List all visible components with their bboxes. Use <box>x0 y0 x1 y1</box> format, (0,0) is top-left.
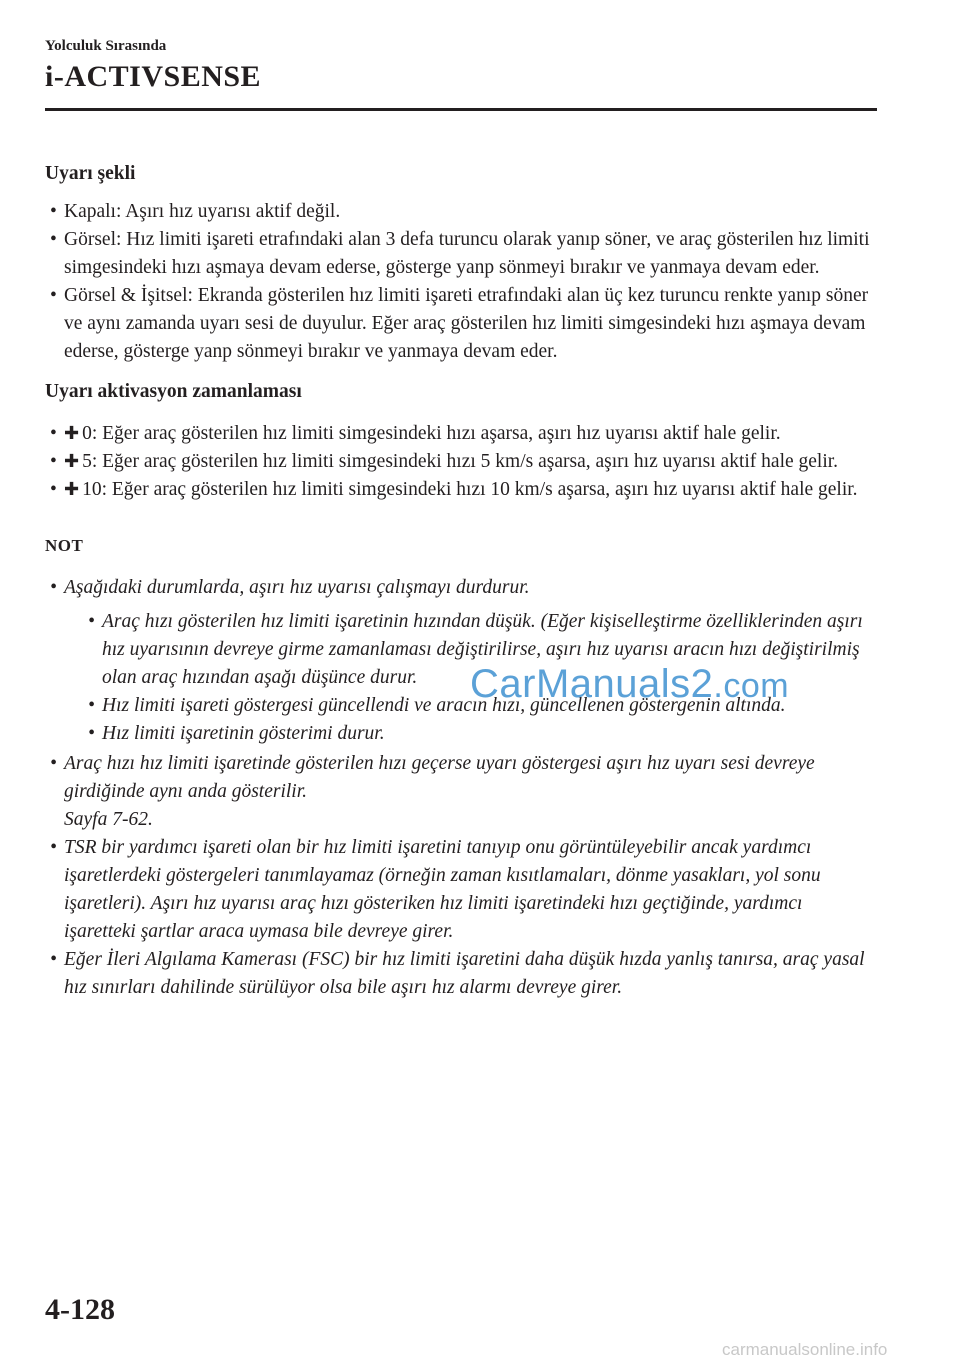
header-rule <box>45 108 877 111</box>
section-label: Yolculuk Sırasında <box>45 38 167 54</box>
warning-mode-list <box>45 198 875 366</box>
sub-item-text: Hız limiti işaretinin gösterimi durur. <box>102 723 385 744</box>
note-item-text: Eğer İleri Algılama Kamerası (FSC) bir hız limiti işaretini daha düşük hızda yanlış tanırsa, araç yasal hız sınırları dahilinde sürülüyor olsa bile aşırı hız alarmı devreye girer. <box>64 949 865 998</box>
watermark-carmanualsonline: carmanualsonline.info <box>722 1340 888 1359</box>
plus-icon: ✚ <box>64 451 80 472</box>
sub-item-text: Hız limiti işareti göstergesi güncellendi ve aracın hızı, güncellenen göstergenin altında. <box>102 695 786 716</box>
item-text: Ekranda gösterilen hız limiti işareti etrafındaki alan üç kez turuncu renkte yanıp söner ve aynı zamanda uyarı sesi de duyulur. Eğer araç gösterilen hız limiti simgesindeki hızı aşmaya devam ederse, gösterge yanp sönmeyi bırakır ve yanmaya devam eder. <box>64 285 869 362</box>
list-item <box>45 476 875 504</box>
list-item <box>45 574 875 748</box>
activation-timing-heading: Uyarı aktivasyon zamanlaması <box>45 381 302 402</box>
bullet-dot: • <box>88 723 95 744</box>
bullet-dot: • <box>50 837 57 858</box>
bullet-dot: • <box>50 479 57 500</box>
note-list <box>45 574 875 1002</box>
bullet-dot: • <box>50 949 57 970</box>
list-item <box>45 946 875 1002</box>
watermark-part: Manuals2 <box>535 662 714 706</box>
list-item <box>45 750 875 834</box>
item-label: Görsel & İşitsel: <box>64 285 193 306</box>
watermark-part: Car <box>470 662 536 706</box>
plus-icon: ✚ <box>64 423 80 444</box>
bullet-dot: • <box>88 695 95 716</box>
item-text: Eğer araç gösterilen hız limiti simgesindeki hızı 5 km/s aşarsa, aşırı hız uyarısı aktif hale gelir. <box>97 451 839 472</box>
list-item <box>45 834 875 946</box>
bullet-dot: • <box>50 285 57 306</box>
item-text: Eğer araç gösterilen hız limiti simgesindeki hızı aşarsa, aşırı hız uyarısı aktif hale gelir. <box>97 423 781 444</box>
item-label: 10: <box>82 479 108 500</box>
sub-item-text: Araç hızı gösterilen hız limiti işaretinin hızından düşük. (Eğer kişiselleştirme özelliklerinden aşırı hız uyarısının devreye girme zamanlaması değiştirilirse, aşırı hız uyarısı aracın hızı değiştirilmiş olan araç hızından aşağı düşünce durur. <box>102 611 863 688</box>
list-item <box>45 420 875 448</box>
list-item <box>45 448 875 476</box>
item-text: Hız limiti işareti etrafındaki alan 3 defa turuncu olarak yanıp söner, ve araç gösterilen hız limiti simgesindeki hızı aşmaya devam ederse, gösterge yanp sönmeyi bırakır ve yanmaya devam eder. <box>64 229 870 278</box>
note-item-text: TSR bir yardımcı işareti olan bir hız limiti işaretini tanıyıp onu görüntüleyebilir ancak yardımcı işaretlerdeki göstergeleri tanımlayamaz (örneğin zaman kısıtlamaları, dönme yasakları, yol sonu işaretleri). Aşırı hız uyarısı araç hızı gösteriken hız limiti işaretindeki hızı geçtiğinde, yardımcı işaretteki şartlar araca uymasa bile devreye girer. <box>64 837 821 942</box>
note-intro: Aşağıdaki durumlarda, aşırı hız uyarısı çalışmayı durdurur. <box>64 577 530 598</box>
bullet-dot: • <box>50 753 57 774</box>
item-label: 5: <box>82 451 98 472</box>
note-heading: NOT <box>45 536 84 555</box>
list-item <box>45 198 875 226</box>
plus-icon: ✚ <box>64 479 80 500</box>
list-item <box>45 226 875 282</box>
page-number: 4-128 <box>45 1293 115 1326</box>
watermark-carmanuals2 <box>470 662 789 707</box>
bullet-dot: • <box>88 611 95 632</box>
item-label: Görsel: <box>64 229 122 250</box>
note-block <box>45 574 875 1002</box>
page-reference-link[interactable]: Sayfa 7-62. <box>64 809 153 830</box>
chapter-title: i-ACTIVSENSE <box>45 60 262 93</box>
bullet-dot: • <box>50 423 57 444</box>
bullet-dot: • <box>50 451 57 472</box>
list-item <box>83 720 875 748</box>
list-item <box>45 282 875 366</box>
item-label: Kapalı: <box>64 201 122 222</box>
watermark-part: .com <box>713 667 790 705</box>
warning-mode-heading: Uyarı şekli <box>45 163 136 184</box>
bullet-dot: • <box>50 229 57 250</box>
item-text: Aşırı hız uyarısı aktif değil. <box>121 201 341 222</box>
item-label: 0: <box>82 423 98 444</box>
bullet-dot: • <box>50 577 57 598</box>
note-item-text: Araç hızı hız limiti işaretinde gösterilen hızı geçerse uyarı göstergesi aşırı hız uyarı sesi devreye girdiğinde aynı anda gösterilir. <box>64 753 815 802</box>
page-content <box>45 160 875 1002</box>
activation-timing-list <box>45 420 875 504</box>
bullet-dot: • <box>50 201 57 222</box>
item-text: Eğer araç gösterilen hız limiti simgesindeki hızı 10 km/s aşarsa, aşırı hız uyarısı aktif hale gelir. <box>107 479 858 500</box>
